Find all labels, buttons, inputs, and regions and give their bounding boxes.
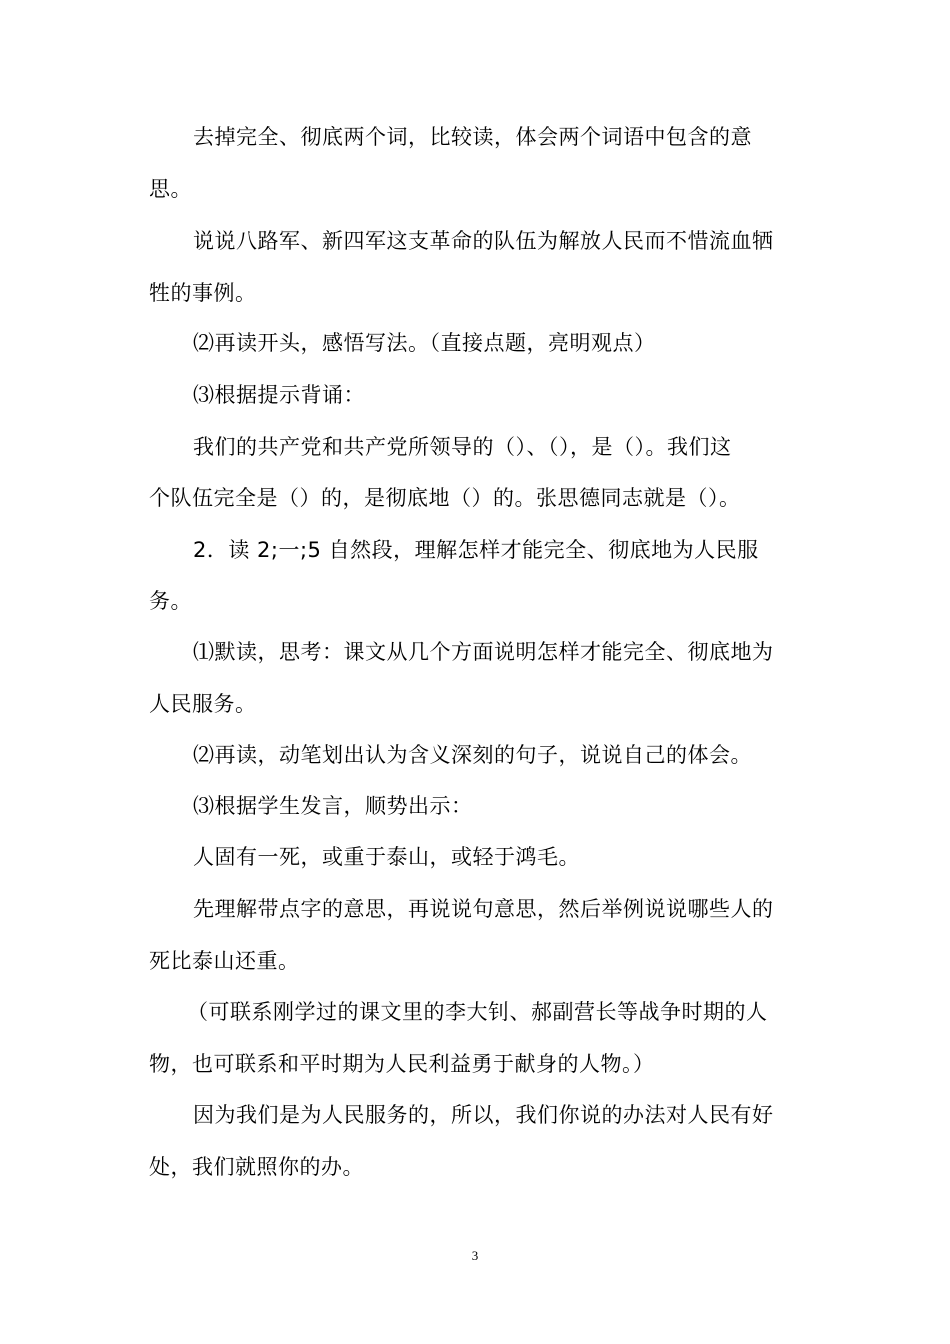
- text-line: 去掉完全、彻底两个词，比较读，体会两个词语中包含的意: [193, 125, 752, 149]
- text-line: 人民服务。: [149, 692, 257, 716]
- page-number: 3: [471, 1248, 479, 1263]
- text-line: 个队伍完全是（）的，是彻底地（）的。张思德同志就是（）。: [149, 486, 741, 510]
- text-line: ⑵再读，动笔划出认为含义深刻的句子，说说自己的体会。: [193, 743, 752, 767]
- text-line: ⑶根据学生发言，顺势出示：: [193, 794, 473, 818]
- text-line: 因为我们是为人民服务的，所以，我们你说的办法对人民有好: [193, 1103, 774, 1127]
- text-line: 先理解带点字的意思，再说说句意思，然后举例说说哪些人的: [193, 897, 774, 921]
- text-line: 务。: [149, 589, 192, 613]
- text-line: 物，也可联系和平时期为人民利益勇于献身的人物。）: [149, 1052, 655, 1076]
- text-line: 处，我们就照你的办。: [149, 1155, 364, 1179]
- text-line: （可联系刚学过的课文里的李大钊、郝副营长等战争时期的人: [187, 1000, 768, 1024]
- text-line: 2．读 2;一;5 自然段，理解怎样才能完全、彻底地为人民服: [193, 538, 759, 562]
- text-line: 说说八路军、新四军这支革命的队伍为解放人民而不惜流血牺: [193, 229, 774, 253]
- text-line: 死比泰山还重。: [149, 949, 300, 973]
- text-line: ⑶根据提示背诵：: [193, 383, 365, 407]
- text-line: ⑵再读开头，感悟写法。（直接点题，亮明观点）: [193, 331, 656, 355]
- text-line: 牲的事例。: [149, 281, 257, 305]
- text-line: 人固有一死，或重于泰山，或轻于鸿毛。: [193, 845, 580, 869]
- text-line: 我们的共产党和共产党所领导的（）、（），是（）。我们这: [193, 435, 732, 459]
- text-line: 思。: [149, 177, 192, 201]
- text-line: ⑴默读，思考：课文从几个方面说明怎样才能完全、彻底地为: [193, 640, 774, 664]
